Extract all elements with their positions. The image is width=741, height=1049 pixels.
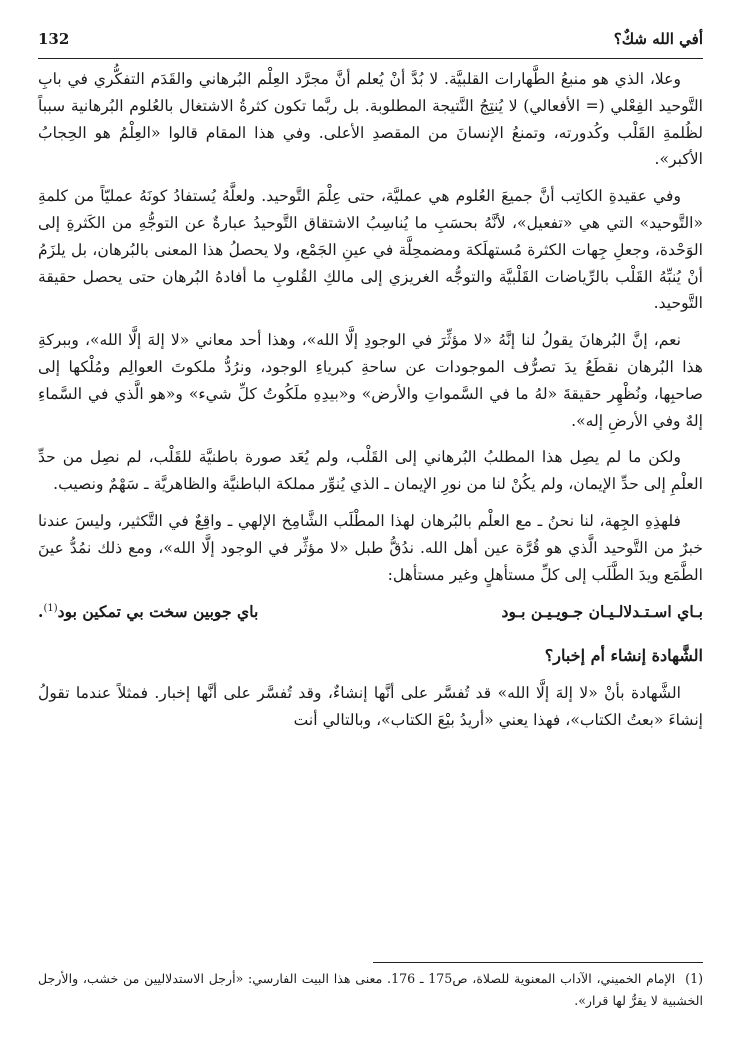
footnote-reference[interactable]: (1) — [43, 603, 58, 615]
page-header — [38, 28, 703, 58]
footnote-text: الإمام الخميني، الآداب المعنوية للصلاة، ص175 ـ 176. معنى هذا البيت الفارسي: «أرجل الاستدلاليين من خشب، والأرجل الخشبية لا يقرُّ لها قرار». — [38, 971, 703, 1008]
paragraph-3: نعم، إنَّ البُرهانَ يقولُ لنا إنَّهُ «لا مؤثِّرَ في الوجودِ إلَّا الله»، وهذا أحد معاني «لا إلهَ إلَّا الله»، وببركةِ هذا البُرهان نقطَعُ يدَ تصرُّف الموجودات عن ساحةِ كبرياءِ الوجود، ونرُدُّ ملكوتَ العوالِم ومُلْكها إلى صاحبِها، ونُظْهِر حقيقةَ «لهُ ما في السَّمواتِ والأرض» و«بيدِهِ ملَكُوتُ كلِّ شيء» و«هو الَّذي في السَّماءِ إلهٌ وفي الأرضِ إله». — [38, 331, 703, 430]
running-title: أفي الله شكٌ؟ — [613, 30, 703, 48]
verse-hemistich-left-text: باي جوبين سخت بي تمكين بود — [57, 602, 259, 622]
paragraph-6: الشَّهادة بأنْ «لا إلهَ إلَّا الله» قد تُفسَّر على أنَّها إنشاءٌ، وقد تُفسَّر على أنَّها إخبار. فمثلاً عندما تقولُ إنشاءَ «بعتُ الكتاب»، فهذا يعني «أريدُ بيْعَ الكتاب»، وبالتالي أنت — [38, 684, 703, 730]
paragraph-1: وعلا، الذي هو منبعُ الطَّهارات القلبيَّة. لا بُدَّ أنْ يُعلم أنَّ مجرَّد العِلْم البُرهاني والقَدَم التفكُّري في بابِ التَّوحيد الفِعْلي (= الأفعالي) لا يُنتِجُ النَّتيجة المطلوبة. بل ربَّما تكون كثرةُ الاشتغال بالعُلوم البُرهانية سبباً لظُلمةِ القَلْب وكُدورته، وتمنعُ الإنسانَ من المقصدِ الأعلى. وفي هذا المقام قالوا «العِلْمُ هو الحِجابُ الأكبر». — [38, 70, 703, 169]
header-divider — [38, 58, 703, 59]
verse-hemistich-left: باي جوبين سخت بي تمكين بود$^{(1)}$. — [38, 602, 259, 622]
verse-hemistich-right: بـاي اسـتـدلالـيـان جـويـيـن بـود — [501, 602, 703, 622]
footnote — [38, 968, 703, 1012]
footnote-mark: (1) — [685, 971, 704, 986]
persian-verse — [38, 598, 703, 632]
paragraph-2: وفي عقيدةِ الكاتِب أنَّ جميعَ العُلوم هي عمليَّة، حتى عِلْمَ التَّوحيد. ولعلَّهُ يُستفادُ كونَهُ عمليّاً من كلمةِ «التَّوحيد» التي هي «تفعيل»، لأنَّهُ بحسَبِ ما يُناسِبُ الاشتقاق التَّوحيدُ عبارةٌ عن التوجُّهِ من الكَثرةِ إلى الوَحْدة، وجعلِ جِهات الكثرة مُستهلَكة ومضمحِلَّة في عينِ الجَمْع، ولا يحصلُ هذا المعنى بالبُرهان، بل يلزَمُ أنْ يُنبِّهُ القَلْب بالرِّياضات القَلْبيَّة والتوجُّه الغريزي إلى مالكِ القُلوبِ ما أفادهُ البُرهان حتى يحصل حقيقة التَّوحيد. — [38, 187, 703, 313]
page-number: 132 — [38, 30, 70, 48]
footnote-divider — [373, 962, 703, 963]
section-heading: الشَّهادة إنشاء أم إخبار؟ — [544, 646, 703, 666]
page-body — [38, 66, 703, 744]
paragraph-5: فلهذِهِ الجِهة، لنا نحنُ ـ مع العلْم بالبُرهان لهذا المطْلَب الشَّامِخ الإلهي ـ واقِعٌ في التَّكثير، وليسَ عندنا خبرٌ من التَّوحيد الَّذي هو قُرَّة عين أهل الله. ندُقُّ طبل «لا مؤثِّر في الوجود إلَّا الله»، ومع ذلك نمُدُّ عينَ الطَّمَع ويدَ الطَّلَب إلى كلِّ مستأهلٍ وغير مستأهل: — [38, 511, 703, 584]
paragraph-4: ولكن ما لم يصِل هذا المطلبُ البُرهاني إلى القَلْب، ولم يُعَد صورة باطنيَّة للقَلْب، لم نصِل من حدِّ العلْمِ إلى حدِّ الإيمان، ولم يكُنْ لنا من نورِ الإيمان ـ الذي يُنوِّر مملكة الباطنيَّة والظاهريَّة ـ سَهْمٌ ونصيب. — [38, 448, 703, 494]
